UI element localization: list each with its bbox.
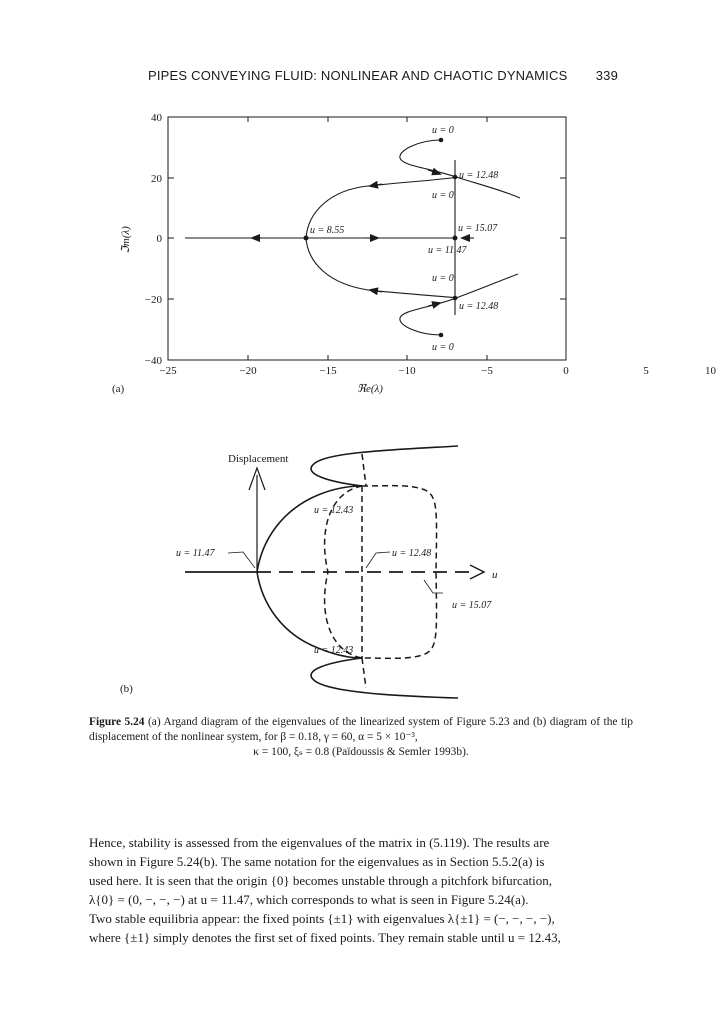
ytick-label: 0: [156, 233, 162, 245]
annotation: u = 0: [432, 125, 454, 136]
ytick-label: 20: [151, 173, 162, 185]
body-line: Hence, stability is assessed from the eigenvalues of the matrix in (5.119). The results are: [89, 835, 550, 850]
figure-caption: [89, 715, 633, 760]
xtick-label: −15: [319, 365, 337, 377]
xtick-label: 5: [643, 365, 649, 377]
caption-line: (a) Argand diagram of the eigenvalues of the linearized system of Figure 5.23 and: [148, 716, 530, 728]
annotation: u = 15.07: [452, 600, 492, 611]
annotation: u = 8.55: [310, 225, 345, 236]
annotation: u = 0: [432, 342, 454, 353]
annotation: u = 11.47: [176, 548, 215, 559]
y-ticks: [168, 117, 566, 299]
body-line: used here. It is seen that the origin {0} becomes unstable through a pitchfork bifurcation,: [89, 873, 553, 888]
ytick-label: −40: [144, 355, 162, 367]
u-axis-label: u: [492, 569, 498, 581]
u-axis-arrowhead: [470, 565, 484, 579]
body-line: Two stable equilibria appear: the fixed points {±1} with eigenvalues λ{±1} = (−, −, −, −),: [89, 911, 555, 926]
ytick-label: 40: [151, 112, 162, 124]
annotation: u = 12.48: [459, 170, 499, 181]
xtick-label: −25: [159, 365, 177, 377]
annotation: u = 15.07: [458, 223, 498, 234]
caption-line: (b) diagram of the tip displacement of the nonlinear system, for β = 0.18, γ = 60, α = 5 × 10⁻³,: [89, 716, 633, 743]
annotation: u = 12.48: [459, 301, 499, 312]
xtick-label: −5: [481, 365, 493, 377]
body-line: where {±1} simply denotes the first set of fixed points. They remain stable until u = 12.43,: [89, 930, 561, 945]
xtick-label: 10: [705, 365, 716, 377]
panel-label-a: (a): [112, 383, 125, 395]
body-line: shown in Figure 5.24(b). The same notation for the eigenvalues as in Section 5.5.2(a) is: [89, 854, 545, 869]
xtick-label: −20: [239, 365, 257, 377]
figure-b-displacement-diagram: [0, 430, 720, 710]
caption-label: Figure 5.24: [89, 716, 145, 728]
page-number: 339: [595, 68, 618, 83]
xtick-label: −10: [398, 365, 416, 377]
top-loop: [400, 140, 520, 198]
panel-label-b: (b): [120, 683, 133, 695]
annotation: u = 12.43: [314, 505, 354, 516]
annotation: u = 0: [432, 190, 454, 201]
figure-a-argand-diagram: [0, 100, 720, 410]
caption-line: κ = 100, ξₛ = 0.8 (Païdoussis & Semler 1993b).: [253, 746, 469, 758]
annotation: u = 0: [432, 273, 454, 284]
annotation: u = 12.48: [392, 548, 432, 559]
annotation: u = 11.47: [428, 245, 467, 256]
annotation: u = 12.43: [314, 645, 354, 656]
arrow-bottom-loop: [428, 303, 440, 306]
running-title: PIPES CONVEYING FLUID: NONLINEAR AND CHAOTIC DYNAMICS: [148, 68, 568, 83]
body-paragraph: [89, 833, 633, 947]
xtick-label: 0: [563, 365, 569, 377]
displacement-label: Displacement: [228, 453, 289, 465]
y-axis-label: ℑm(λ): [120, 226, 132, 254]
ytick-label: −20: [144, 294, 162, 306]
x-axis-label: ℜe(λ): [357, 383, 383, 395]
body-line: λ{0} = (0, −, −, −) at u = 11.47, which corresponds to what is seen in Figure 5.24(a).: [89, 892, 529, 907]
